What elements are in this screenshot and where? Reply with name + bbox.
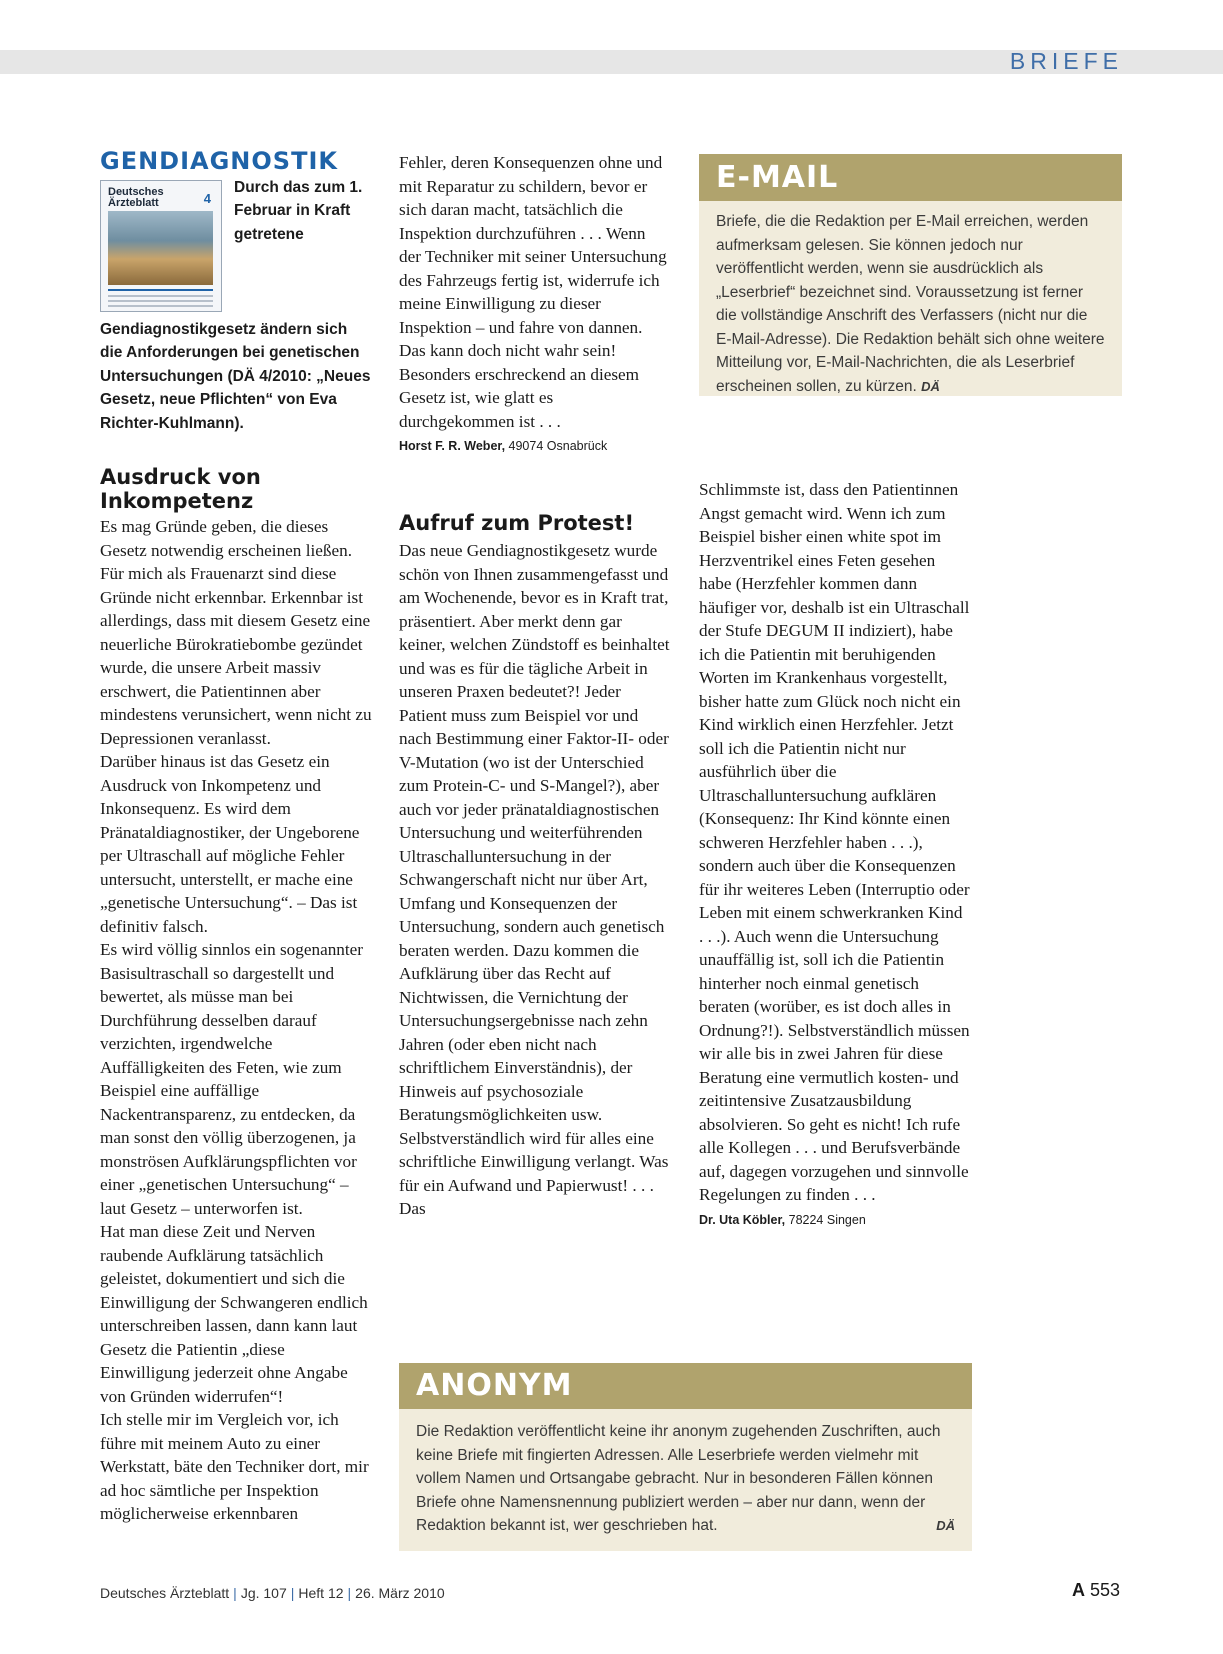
topic-title: GENDIAGNOSTIK xyxy=(100,147,338,175)
paragraph: Fehler, deren Konsequenzen ohne und mit Reparatur zu schildern, bevor er sich daran macht, tatsächlich die Inspektion durchzuführen . . . Wenn der Techniker mit seiner Untersuchung des Fahrzeugs fertig ist, widerrufe ich meine Einwilligung zu dieser Inspektion – und fahre von dannen. xyxy=(399,153,667,337)
thumbnail-divider xyxy=(108,289,213,291)
column-1 xyxy=(100,147,372,1526)
paragraph: Es wird völlig sinnlos ein sogenannter Basisultraschall so dargestellt und bewertet, als müsse man bei Durchführung desselben darauf verzichten, irgendwelche Auffälligkeiten des Feten, wie zum Beispiel eine auffällige Nackentransparenz, zu entdecken, da man sonst den völlig überzogenen, ja monströsen Aufklärungspflichten vor einer „genetischen Untersuchung“ – laut Gesetz – unterworfen ist. xyxy=(100,940,364,1218)
footer xyxy=(100,1585,445,1601)
footer-journal: Deutsches Ärzteblatt xyxy=(100,1585,230,1601)
email-notice-box xyxy=(699,154,1122,396)
thumbnail-title xyxy=(108,187,164,209)
signature-place: 78224 Singen xyxy=(788,1212,866,1227)
anonym-box-text: Die Redaktion veröffentlicht keine ihr anonym zugehenden Zuschriften, auch keine Briefe mit fingierten Adressen. Alle Leserbriefe werden vielmehr mit vollem Namen und Ortsangabe gebracht. Nur in besonderen Fällen können Briefe ohne Namensnennung publiziert werden – aber nur dann, wenn der Redaktion bekannt ist, wer geschrieben hat. xyxy=(416,1423,941,1534)
paragraph: Ich stelle mir im Vergleich vor, ich führe mit meinem Auto zu einer Werkstatt, bäte den Techniker dort, mir ad hoc sämtliche per Inspektion möglicherweise erkennbaren xyxy=(100,1410,369,1524)
email-box-title: E-MAIL xyxy=(699,154,1122,201)
paragraph: Das kann doch nicht wahr sein! Besonders erschreckend an diesem Gesetz ist, wie glatt es durchgekommen ist . . . xyxy=(399,341,640,431)
signature-name: Horst F. R. Weber, xyxy=(399,439,506,453)
journal-cover-thumbnail xyxy=(100,180,222,312)
anonym-box-title: ANONYM xyxy=(399,1363,972,1409)
signature-koebler xyxy=(699,1211,971,1229)
article-heading-2: Aufruf zum Protest! xyxy=(399,511,635,535)
footer-separator: | xyxy=(347,1585,352,1601)
signature-name: Dr. Uta Köbler, xyxy=(699,1212,786,1227)
paragraph: Darüber hinaus ist das Gesetz ein Ausdruck von Inkompetenz und Inkonsequenz. Es wird dem Pränataldiagnostiker, der Ungeborene per Ultraschall auf mögliche Fehler untersucht, unterstellt, er mache eine „genetische Untersuchung“. – Das ist definitiv falsch. xyxy=(100,752,360,936)
page-prefix: A xyxy=(1071,1580,1085,1600)
signature-place: 49074 Osnabrück xyxy=(508,439,608,453)
footer-separator: | xyxy=(290,1585,295,1601)
anonym-box-body xyxy=(399,1409,972,1538)
thumbnail-issue-number: 4 xyxy=(203,190,211,206)
paragraph: Schlimmste ist, dass den Patientinnen Angst gemacht wird. Wenn ich zum Beispiel bisher einen white spot im Herzventrikel eines Feten gesehen habe (Herzfehler kommen dann häufiger vor, deshalb ist ein Ultraschall der Stufe DEGUM II indiziert), habe ich die Patientin mit beruhigenden Worten im Krankenhaus vorgestellt, bisher hatte zum Glück noch nicht ein Kind wirklich einen Herzfehler. Jetzt soll ich die Patientin nicht nur ausführlich über die Ultraschalluntersuchung aufklären (Konsequenz: Ihr Kind könnte einen schweren Herzfehler haben . . .), sondern auch über die Konsequenzen für ihr weiteres Leben (Interruptio oder Leben mit einem schwerkranken Kind . . .). Auch wenn die Untersuchung unauffällig ist, soll ich die Patientin hinterher noch einmal genetisch beraten (worüber, es ist doch alles in Ordnung?!). Selbstverständlich müssen wir alle bis in zwei Jahren für diese Beratung eine vermutlich kosten- und zeitintensive Zusatzausbildung absolvieren. So geht es nicht! Ich rufe alle Kollegen . . . und Berufsverbände auf, dagegen vorzugehen und sinnvolle Regelungen zu finden . . . xyxy=(699,480,970,1204)
footer-date: 26. März 2010 xyxy=(355,1585,445,1601)
email-box-body xyxy=(699,201,1122,398)
thumbnail-title-line2: Ärzteblatt xyxy=(108,196,159,209)
footer-volume: Jg. 107 xyxy=(240,1585,287,1601)
thumbnail-title-line1: Deutsches xyxy=(108,185,164,198)
footer-separator: | xyxy=(233,1585,237,1601)
page-number-value: 553 xyxy=(1089,1580,1120,1600)
footer-issue: Heft 12 xyxy=(298,1585,344,1601)
page-number xyxy=(1072,1580,1120,1601)
anonym-box-sign: DÄ xyxy=(936,1518,955,1533)
intro-text: Durch das zum 1. Februar in Kraft getretene Gendiagnostikgesetz ändern sich die Anforderungen bei genetischen Untersuchungen (DÄ 4/2010: „Neues Gesetz, neue Pflichten“ von Eva Richter-Kuhlmann). xyxy=(100,178,371,432)
signature-weber xyxy=(399,437,671,455)
thumbnail-image xyxy=(108,211,213,285)
paragraph: Hat man diese Zeit und Nerven raubende Aufklärung tatsächlich geleistet, dokumentiert und sich die Einwilligung der Schwangeren endlich unterschreiben lassen, dann kann laut Gesetz die Patientin „diese Einwilligung jederzeit ohne Angabe von Gründen widerrufen“! xyxy=(100,1222,368,1406)
thumbnail-text-lines xyxy=(108,295,213,307)
intro-block xyxy=(100,176,372,436)
paragraph: Es mag Gründe geben, die dieses Gesetz notwendig erscheinen ließen. Für mich als Frauenarzt sind diese Gründe nicht erkennbar. Erkennbar ist allerdings, dass mit diesem Gesetz eine neuerliche Bürokratiebombe gezündet wurde, die unsere Arbeit massiv erschwert, die Patientinnen aber mindestens verunsichert, wenn nicht zu Depressionen veranlasst. xyxy=(100,517,372,748)
email-box-text: Briefe, die die Redaktion per E-Mail erreichen, werden aufmerksam gelesen. Sie können jedoch nur veröffentlicht werden, wenn sie ausdrücklich als „Leserbrief“ bezeichnet sind. Voraussetzung ist ferner die vollständige Anschrift des Verfassers (nicht nur die E-Mail-Adresse). Die Redaktion behält sich ohne weitere Mitteilung vor, E-Mail-Nachrichten, die als Leserbrief erscheinen sollen, zu kürzen. xyxy=(716,213,1105,395)
email-box-sign: DÄ xyxy=(921,378,940,394)
section-label: BRIEFE xyxy=(1009,48,1123,74)
column-3 xyxy=(699,478,971,1229)
anonym-notice-box xyxy=(399,1363,972,1551)
article-heading-1: Ausdruck von Inkompetenz xyxy=(100,465,261,514)
paragraph: Das neue Gendiagnostikgesetz wurde schön von Ihnen zusammengefasst und am Wochenende, bevor es in Kraft trat, präsentiert. Aber merkt denn gar keiner, welchen Zündstoff es beinhaltet und was es für die tägliche Arbeit in unseren Praxen bedeutet?! Jeder Patient muss zum Beispiel vor und nach Bestimmung einer Faktor-II- oder V-Mutation (wo ist der Unterschied zum Protein-C- und S-Mangel?), aber auch vor jeder pränataldiagnostischen Untersuchung und weiterführenden Ultraschalluntersuchung in der Schwangerschaft nicht nur über Art, Umfang und Konsequenzen der Untersuchung, sondern auch genetisch beraten werden. Dazu kommen die Aufklärung über das Recht auf Nichtwissen, die Vernichtung der Untersuchungsergebnisse nach zehn Jahren (oder eben nicht nach schriftlichem Einverständnis), der Hinweis auf psychosoziale Beratungsmöglichkeiten usw. Selbstverständlich wird für alles eine schriftliche Einwilligung verlangt. Was für ein Aufwand und Papierwust! . . . Das xyxy=(399,541,670,1218)
column-2 xyxy=(399,151,671,1221)
